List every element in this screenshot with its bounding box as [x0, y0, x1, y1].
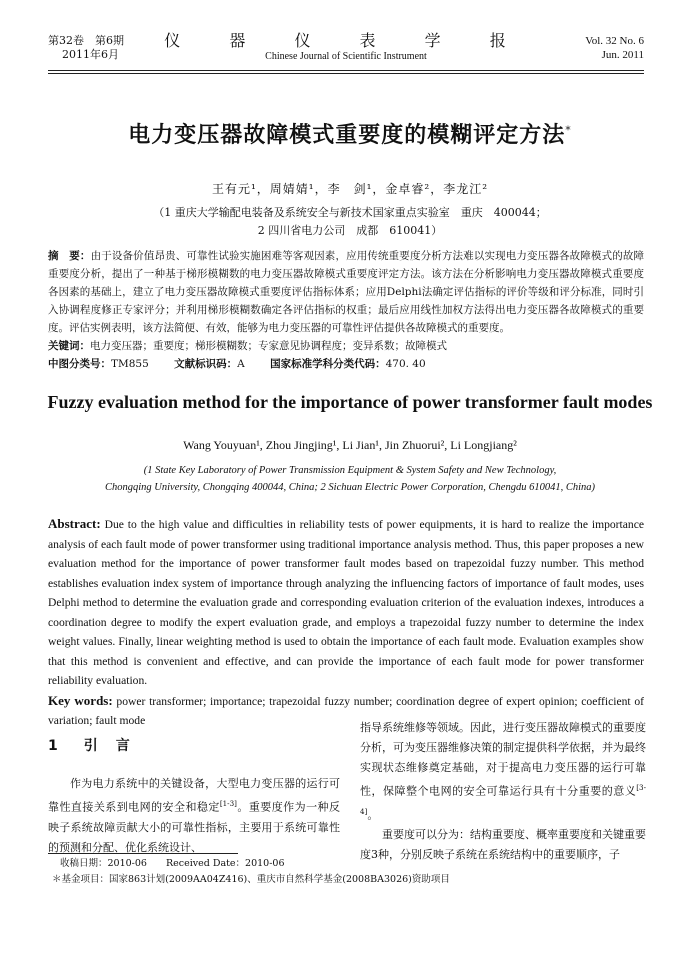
column-right: [360, 718, 646, 865]
subject-code-label: 国家标准学科分类代码：: [270, 358, 386, 370]
subject-code: 470. 40: [385, 358, 426, 370]
abstract-en: [48, 514, 644, 731]
intro-paragraph-right: [360, 718, 646, 825]
date-en: Jun. 2011: [601, 49, 644, 61]
intro-text-1: 作为电力系统中的关键设备，大型电力变压器的运行可靠性直接关系到电网的安全和稳定: [48, 777, 340, 814]
affiliation-en-line-2: Chongqing University, Chongqing 400044, China; 2 Sichuan Electric Power Corporation, Chengdu 610041, China): [105, 482, 595, 493]
section-heading: [48, 736, 340, 756]
section-number: 1: [48, 738, 60, 754]
authors-en: Wang Youyuan¹, Zhou Jingjing¹, Li Jian¹, Jin Zhuorui², Li Longjiang²: [183, 438, 517, 452]
header-center: [48, 32, 644, 64]
intro-text-3: 指导系统维修等领域。因此，进行变压器故障模式的重要度分析，可为变压器维修决策的制定提供科学依据，并为最终实现状态维修奠定基础，对于提高电力变压器的运行可靠性，保障整个电网的安全可靠运行具有十分重要的意义: [360, 721, 646, 798]
footnotes: [52, 856, 450, 888]
received-date: 收稿日期：2010-06 Received Date：2010-06: [60, 858, 285, 869]
affiliation-en: [0, 462, 700, 496]
header-right: [585, 34, 644, 62]
volume-cn: 第32卷 第6期: [48, 34, 124, 47]
header-rule-2: [48, 73, 644, 74]
clc-label: 中图分类号：: [48, 358, 111, 370]
section-title: 引 言: [83, 738, 132, 754]
abstract-cn: [48, 247, 644, 373]
intro-text-2: 。重要度作为一种反映子系统故障贡献大小的可靠性指标，主要用于系统可靠性的预测和分配、优化系统设计、: [48, 800, 341, 854]
title-footnote-mark: *: [565, 123, 572, 137]
journal-header: [48, 31, 644, 68]
year-cn: 2011年6月: [62, 48, 119, 61]
column-left: [48, 718, 340, 858]
fund-note: ＊基金项目：国家863计划(2009AA04Z416)、重庆市自然科学基金(2008BA3026)资助项目: [52, 874, 450, 885]
title-en: Fuzzy evaluation method for the importance of power transformer fault modes: [47, 392, 653, 412]
citation-2: [3-4]: [360, 783, 646, 816]
header-rule: [48, 70, 644, 71]
abstract-cn-text: 由于设备价值昂贵、可靠性试验实施困难等客观因素，应用传统重要度分析方法难以实现电力变压器各故障模式的故障重要度分析，提出了一种基于梯形模糊数的电力变压器故障模式重要度评定方法。该方法在分析影响电力变压器故障模式重要度各因素的基础上，建立了电力变压器故障模式重要度评估指标体系；应用Delphi法确定评估指标的评价等级和评分标准，同时引入协调程度修正专家评分；并利用梯形模糊数确定各评估指标的权重；最后应用线性加权方法得出电力变压器各故障模式的重要度。评估实例表明，该方法简便、有效，能够为电力变压器的可靠性评估提供各故障模式的重要度。: [48, 250, 645, 334]
journal-name-en: Chinese Journal of Scientific Instrument: [265, 51, 427, 62]
abstract-en-label: Abstract:: [48, 516, 101, 531]
affiliation-en-line-1: (1 State Key Laboratory of Power Transmission Equipment & System Safety and New Technology,: [143, 465, 557, 476]
affiliation-cn: [0, 204, 700, 240]
clc-code: TM855: [111, 358, 149, 370]
keywords-en: power transformer; importance; trapezoidal fuzzy number; coordination degree of expert opinion; coefficient of variation; fault mode: [48, 694, 644, 727]
intro-paragraph-left: [48, 774, 340, 858]
title-cn-text: 电力变压器故障模式重要度的模糊评定方法: [128, 123, 566, 148]
keywords-cn-label: 关键词：: [48, 340, 90, 352]
intro-paragraph-right-2: 重要度可以分为：结构重要度、概率重要度和关键重要度3种，分别反映子系统在系统结构中的重要顺序，子: [360, 828, 646, 862]
authors-cn: 王有元¹，周婧婧¹，李 剑¹，金卓睿²，李龙江²: [211, 182, 489, 196]
footnote-rule: [48, 853, 238, 854]
doc-code-label: 文献标识码：: [174, 358, 238, 370]
keywords-cn: 电力变压器；重要度；梯形模糊数；专家意见协调程度；变异系数；故障模式: [90, 340, 447, 352]
affiliation-cn-line-1: （1 重庆大学输配电装备及系统安全与新技术国家重点实验室 重庆 400044；: [153, 206, 547, 219]
intro-text-3-end: 。: [367, 808, 379, 822]
title-cn: [0, 118, 700, 149]
citation-1: [1-3]: [219, 799, 237, 808]
affiliation-cn-line-2: 2 四川省电力公司 成都 610041）: [257, 224, 443, 237]
journal-name-cn: 仪 器 仪 表 学 报: [164, 31, 528, 50]
keywords-en-label: Key words:: [48, 692, 113, 708]
volume-en: Vol. 32 No. 6: [585, 35, 644, 47]
doc-code: A: [237, 358, 245, 370]
abstract-en-text: Due to the high value and difficulties in reliability tests of power equipments, it is hard to realize the importance analysis of each fault mode of power transformer using traditional importance analysis method. Thus, this paper proposes a new evaluation method for the importance of power transformer fault modes based on trapezoidal fuzzy number. This method establishes evaluation index system of importance through analyzing the influencing factors of importance of fault modes, uses Delphi method to determine the evaluation grade and corresponding evaluation criterion of the evaluation indexes, introduces a coordination degree to modify the expert evaluation grade, and employs a trapezoidal fuzzy number to determine the index weight values. Finally, linear weighting method is used to obtain the importance of each fault mode. Evaluation examples show that this method is convenient and effective, and can provide the importance of each fault mode for power transformer reliability evaluation.: [48, 518, 644, 687]
abstract-cn-label: 摘 要：: [48, 250, 91, 262]
